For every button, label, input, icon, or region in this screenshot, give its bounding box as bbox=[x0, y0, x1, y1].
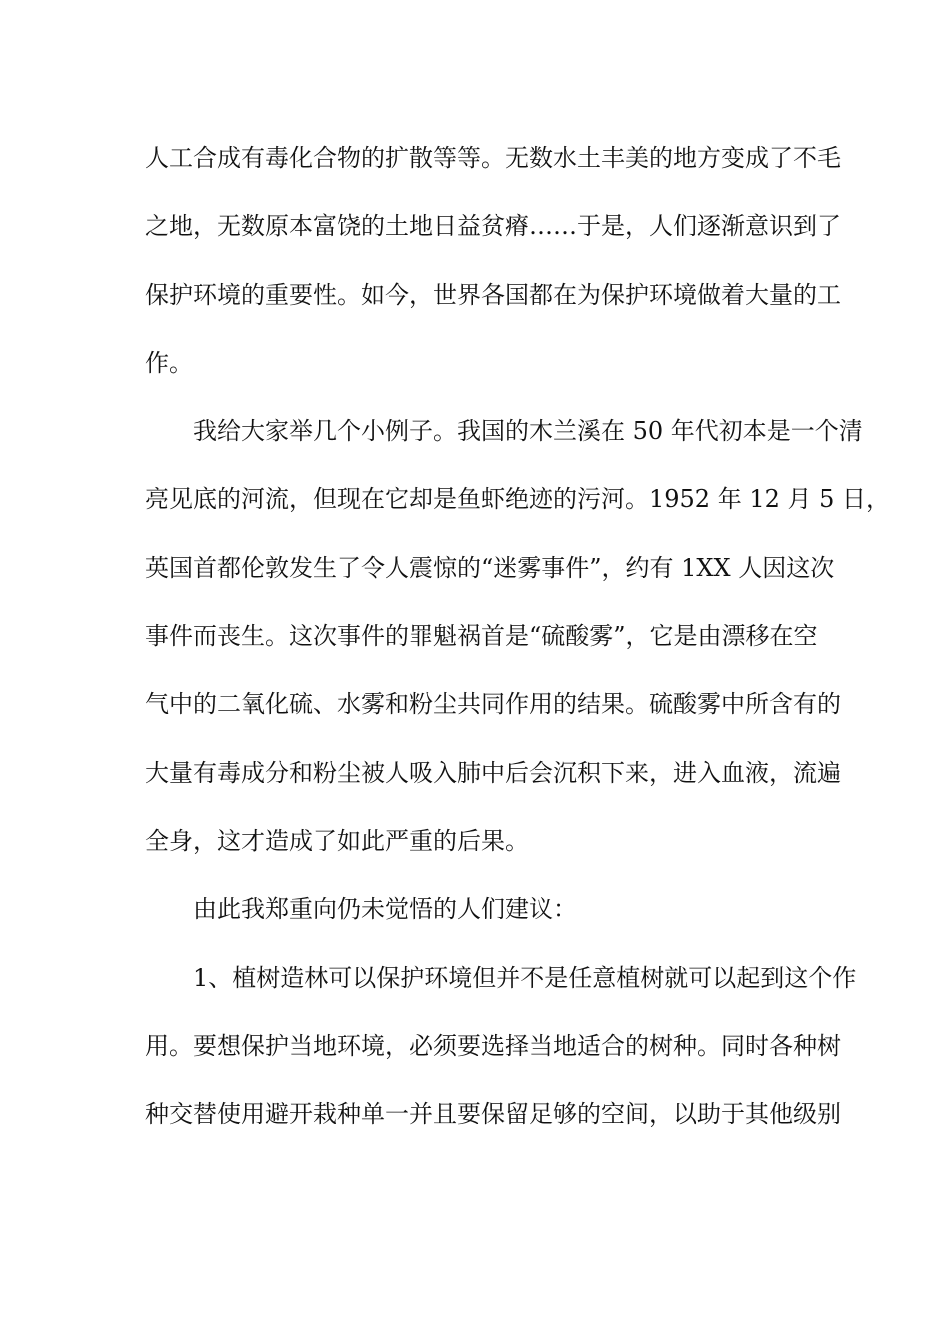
text-line: 之地，无数原本富饶的土地日益贫瘠……于是，人们逐渐意识到了 bbox=[145, 212, 841, 241]
text-line: 人工合成有毒化合物的扩散等等。无数水土丰美的地方变成了不毛 bbox=[145, 144, 841, 172]
text-line: 全身，这才造成了如此严重的后果。 bbox=[145, 826, 529, 855]
text-line: 亮见底的河流，但现在它却是鱼虾绝迹的污河。1952 年 12 月 5 日， bbox=[145, 485, 891, 514]
text-line: 由此我郑重向仍未觉悟的人们建议： bbox=[193, 895, 577, 924]
text-line: 1、植树造林可以保护环境但并不是任意植树就可以起到这个作 bbox=[193, 963, 857, 992]
text-line: 英国首都伦敦发生了令人震惊的“迷雾事件”，约有 1XX 人因这次 bbox=[145, 553, 835, 582]
text-line: 作。 bbox=[145, 348, 193, 377]
text-line: 大量有毒成分和粉尘被人吸入肺中后会沉积下来，进入血液，流遍 bbox=[145, 758, 841, 787]
text-line: 气中的二氧化硫、水雾和粉尘共同作用的结果。硫酸雾中所含有的 bbox=[145, 690, 841, 719]
text-line: 用。要想保护当地环境，必须要选择当地适合的树种。同时各种树 bbox=[145, 1031, 841, 1060]
body-text bbox=[145, 124, 891, 1148]
text-line: 种交替使用避开栽种单一并且要保留足够的空间，以助于其他级别 bbox=[145, 1100, 841, 1129]
text-line: 我给大家举几个小例子。我国的木兰溪在 50 年代初本是一个清 bbox=[193, 417, 863, 446]
text-line: 保护环境的重要性。如今，世界各国都在为保护环境做着大量的工 bbox=[145, 280, 841, 309]
text-line: 事件而丧生。这次事件的罪魁祸首是“硫酸雾”，它是由漂移在空 bbox=[145, 622, 818, 651]
